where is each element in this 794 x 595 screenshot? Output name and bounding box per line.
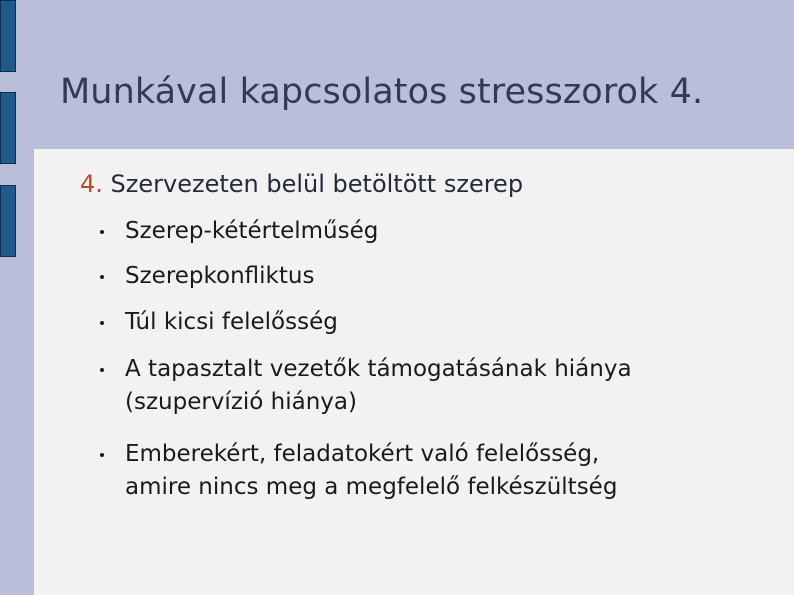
bullet-item bbox=[125, 215, 378, 248]
bullet-item-line: Túl kicsi felelősség bbox=[125, 309, 338, 335]
bullet-item-line: Szerepkonfliktus bbox=[125, 263, 315, 289]
bullet-icon bbox=[100, 368, 104, 372]
bullet-icon bbox=[100, 275, 104, 279]
bullet-item-line: Emberekért, feladatokért való felelősség, bbox=[125, 441, 600, 467]
bullet-item bbox=[125, 438, 617, 504]
section-heading bbox=[80, 170, 523, 198]
left-decor-bar-3 bbox=[0, 185, 16, 257]
bullet-item-line: amire nincs meg a megfelelő felkészültség bbox=[125, 474, 618, 500]
bullet-icon bbox=[100, 321, 104, 325]
section-number: 4. bbox=[80, 170, 103, 198]
bullet-item-line: A tapasztalt vezetők támogatásának hiánya bbox=[125, 356, 632, 382]
bullet-icon bbox=[100, 453, 104, 457]
bullet-item-line: (szupervízió hiánya) bbox=[125, 389, 357, 415]
section-heading-text: Szervezeten belül betöltött szerep bbox=[110, 170, 524, 198]
bullet-item-line: Szerep-kétértelműség bbox=[125, 218, 379, 244]
bullet-item bbox=[125, 306, 338, 339]
left-decor-bar-1 bbox=[0, 0, 16, 72]
slide-title: Munkával kapcsolatos stresszorok 4. bbox=[60, 72, 704, 112]
bullet-item bbox=[125, 260, 314, 293]
bullet-item bbox=[125, 353, 632, 419]
left-decor-bar-2 bbox=[0, 92, 16, 164]
bullet-icon bbox=[100, 230, 104, 234]
